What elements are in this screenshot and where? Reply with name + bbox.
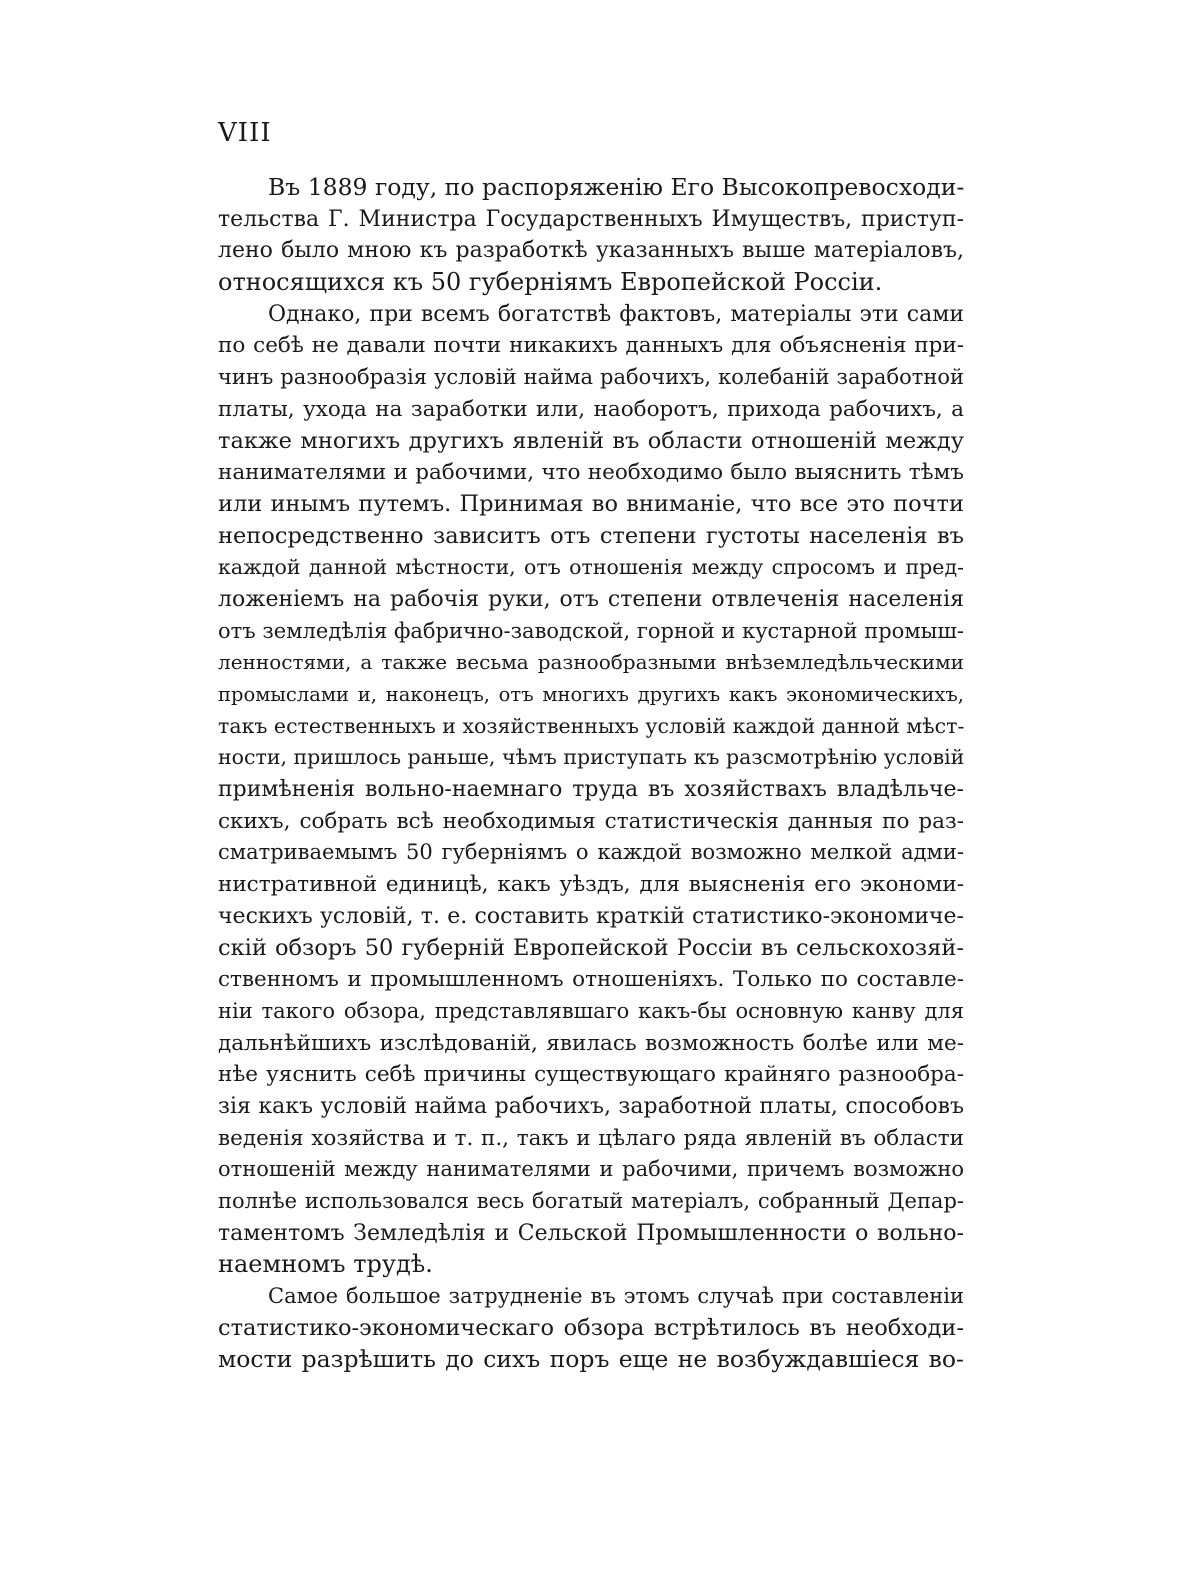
text-line: по себѣ не давали почти никакихъ данныхъ для объясненія при- xyxy=(218,333,964,359)
text-line: нистративной единицѣ, какъ уѣздъ, для выясненія его экономи- xyxy=(218,872,964,898)
text-line: скій обзоръ 50 губерній Европейской Россіи въ сельскохозяй- xyxy=(218,934,964,961)
text-line: тельства Г. Министра Государственныхъ Имуществъ, приступ- xyxy=(218,206,964,232)
paragraph xyxy=(218,172,964,299)
text-line: относящихся къ 50 губерніямъ Европейской Россіи. xyxy=(218,268,883,297)
text-line: отношеній между нанимателями и рабочими, причемъ возможно xyxy=(218,1157,964,1182)
text-line: ческихъ условій, т. е. составить краткій статистико-экономиче- xyxy=(218,903,964,929)
text-line: чинъ разнообразія условій найма рабочихъ, колебаній заработной xyxy=(218,365,964,390)
text-line: такъ естественныхъ и хозяйственныхъ условій каждой данной мѣст- xyxy=(218,713,964,738)
text-line: платы, ухода на заработки или, наоборотъ, прихода рабочихъ, а xyxy=(218,396,964,422)
text-line: таментомъ Земледѣлія и Сельской Промышленности о вольно- xyxy=(218,1220,964,1246)
text-line: мости разрѣшить до сихъ поръ еще не возбуждавшіеся во- xyxy=(218,1345,964,1374)
text-line: ленностями, а также весьма разнообразными внѣземледѣльческими xyxy=(218,650,964,675)
text-line: нанимателями и рабочими, что необходимо было выяснить тѣмъ xyxy=(218,460,964,486)
text-line: ности, пришлось раньше, чѣмъ приступать къ разсмотрѣнію условій xyxy=(218,745,964,770)
text-line: лено было мною къ разработкѣ указанныхъ выше матеріаловъ, xyxy=(218,238,964,264)
text-line: непосредственно зависитъ отъ степени густоты населенія въ xyxy=(218,522,964,549)
text-line: полнѣе использовался весь богатый матеріалъ, собранный Депар- xyxy=(218,1189,964,1213)
text-line: промыслами и, наконецъ, отъ многихъ другихъ какъ экономическихъ, xyxy=(218,683,964,706)
text-line: Однако, при всемъ богатствѣ фактовъ, матеріалы эти сами xyxy=(268,301,964,327)
text-line: ложеніемъ на рабочія руки, отъ степени отвлеченія населенія xyxy=(218,586,964,612)
text-line: или инымъ путемъ. Принимая во вниманіе, что все это почти xyxy=(218,490,964,517)
text-line: статистико-экономическаго обзора встрѣтилось въ необходи- xyxy=(218,1314,964,1341)
text-line: зія какъ условій найма рабочихъ, заработной платы, способовъ xyxy=(218,1093,964,1119)
text-line: ственномъ и промышленномъ отношеніяхъ. Только по составле- xyxy=(218,967,964,993)
text-line: нѣе уяснить себѣ причины существующаго крайняго разнообра- xyxy=(218,1062,964,1088)
text-line: сматриваемымъ 50 губерніямъ о каждой возможно мелкой адми- xyxy=(218,840,964,865)
text-line: наемномъ трудѣ. xyxy=(218,1250,433,1279)
text-line: веденія хозяйства и т. п., такъ и цѣлаго ряда явленій въ области xyxy=(218,1125,964,1151)
page-number: VIII xyxy=(218,118,272,148)
text-line: Самое большое затрудненіе въ этомъ случаѣ при составленіи xyxy=(268,1284,964,1309)
paragraph xyxy=(218,1281,964,1376)
text-line: дальнѣйшихъ изслѣдованій, явилась возможность болѣе или ме- xyxy=(218,1030,964,1056)
text-line: каждой данной мѣстности, отъ отношенія между спросомъ и пред- xyxy=(218,555,964,580)
paragraph xyxy=(218,299,964,1281)
text-line: Въ 1889 году, по распоряженію Его Высокопревосходи- xyxy=(268,173,964,201)
text-line: также многихъ другихъ явленій въ области отношеній между xyxy=(218,427,964,454)
text-line: ніи такого обзора, представлявшаго какъ-бы основную канву для xyxy=(218,998,964,1023)
body-text xyxy=(218,172,964,1376)
text-line: скихъ, собрать всѣ необходимыя статистическія данныя по раз- xyxy=(218,808,964,834)
text-line: отъ земледѣлія фабрично-заводской, горной и кустарной промыш- xyxy=(218,618,964,643)
text-line: примѣненія вольно-наемнаго труда въ хозяйствахъ владѣльче- xyxy=(218,777,964,803)
